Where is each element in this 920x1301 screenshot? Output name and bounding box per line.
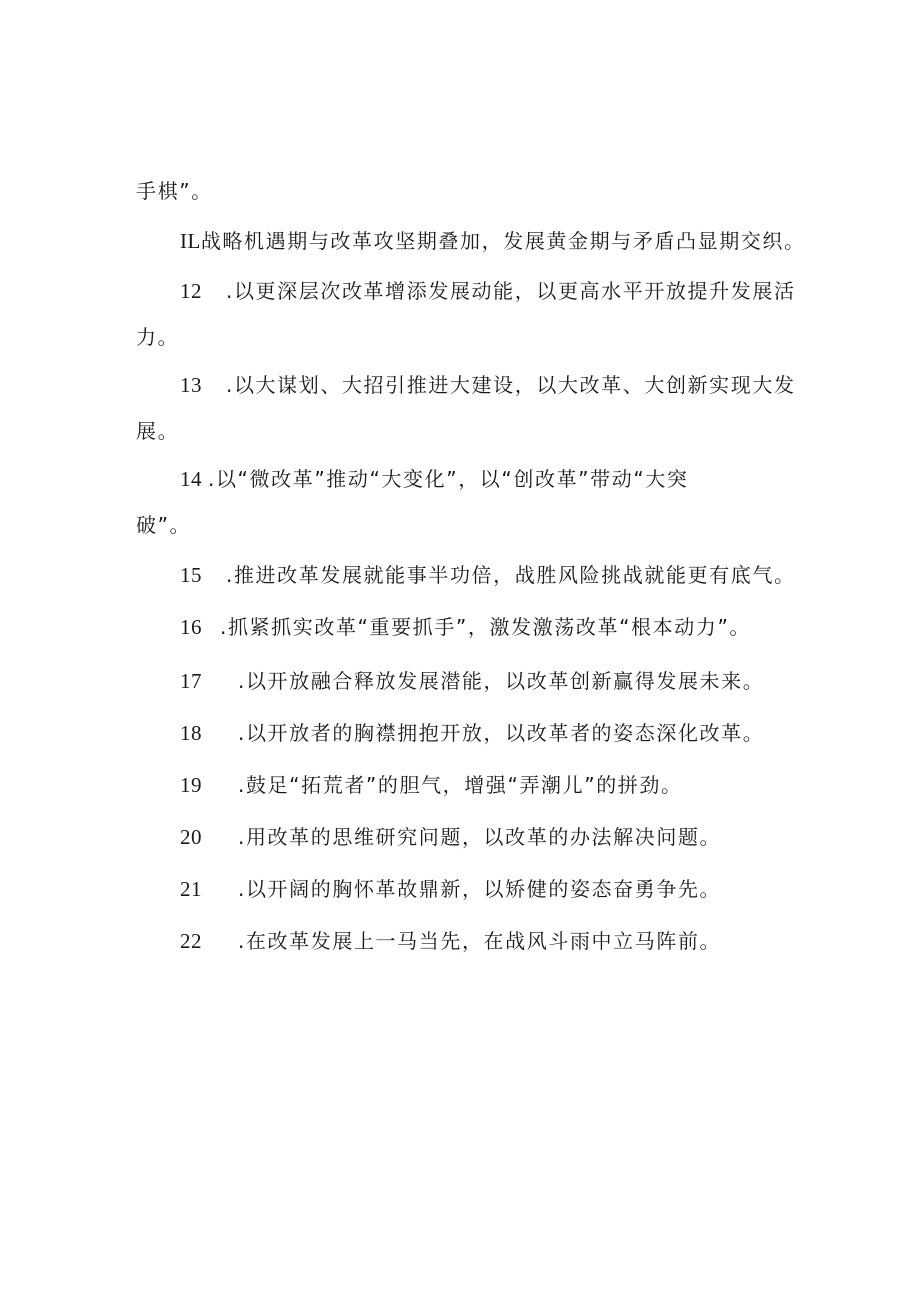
line-text: .以开阔的胸怀革故鼎新，以矫健的姿态奋勇争先。 (238, 877, 722, 901)
line-text: .推进改革发展就能事半功倍，战胜风险挑战就能更有底气。 (226, 563, 796, 587)
line-text: 展。 (136, 419, 180, 443)
item-number: 20 (180, 825, 202, 849)
text-line (180, 824, 721, 850)
item-number: 18 (180, 721, 202, 745)
item-number: 12 (180, 279, 202, 303)
text-line (180, 720, 764, 746)
text-line (180, 372, 796, 398)
text-line (136, 178, 213, 204)
line-text: .以开放者的胸襟拥抱开放，以改革者的姿态深化改革。 (238, 721, 765, 745)
text-line (180, 928, 721, 954)
item-number: IL (180, 229, 201, 253)
line-text: 战略机遇期与改革攻坚期叠加，发展黄金期与矛盾凸显期交织。 (200, 229, 806, 253)
item-number: 15 (180, 563, 202, 587)
line-text: 破”。 (136, 513, 192, 537)
item-number: 19 (180, 773, 202, 797)
text-line (180, 278, 796, 304)
item-number: 13 (180, 373, 202, 397)
line-text: 力。 (136, 325, 180, 349)
text-line (180, 668, 764, 694)
text-line (180, 466, 689, 492)
line-text: 手棋”。 (136, 179, 213, 203)
text-line (180, 562, 796, 588)
text-line (180, 614, 751, 640)
line-text: .在改革发展上一马当先，在战风斗雨中立马阵前。 (238, 929, 722, 953)
item-number: 14 (180, 467, 202, 491)
text-line (180, 772, 683, 798)
text-line (180, 228, 806, 254)
line-text: .以更深层次改革增添发展动能，以更高水平开放提升发展活 (226, 279, 796, 303)
item-number: 22 (180, 929, 202, 953)
item-number: 17 (180, 669, 202, 693)
text-line (136, 324, 179, 350)
line-text: .鼓足“拓荒者”的胆气，增强“弄潮儿”的拼劲。 (238, 773, 683, 797)
line-text: .以大谋划、大招引推进大建设，以大改革、大创新实现大发 (226, 373, 796, 397)
line-text: .抓紧抓实改革“重要抓手”，激发激荡改革“根本动力”。 (220, 615, 752, 639)
line-text: .以“微改革”推动“大变化”，以“创改革”带动“大突 (208, 467, 689, 491)
text-line (136, 512, 191, 538)
line-text: .以开放融合释放发展潜能，以改革创新赢得发展未来。 (238, 669, 765, 693)
item-number: 21 (180, 877, 202, 901)
item-number: 16 (180, 615, 202, 639)
text-line (136, 418, 179, 444)
line-text: .用改革的思维研究问题，以改革的办法解决问题。 (238, 825, 722, 849)
text-line (180, 876, 721, 902)
